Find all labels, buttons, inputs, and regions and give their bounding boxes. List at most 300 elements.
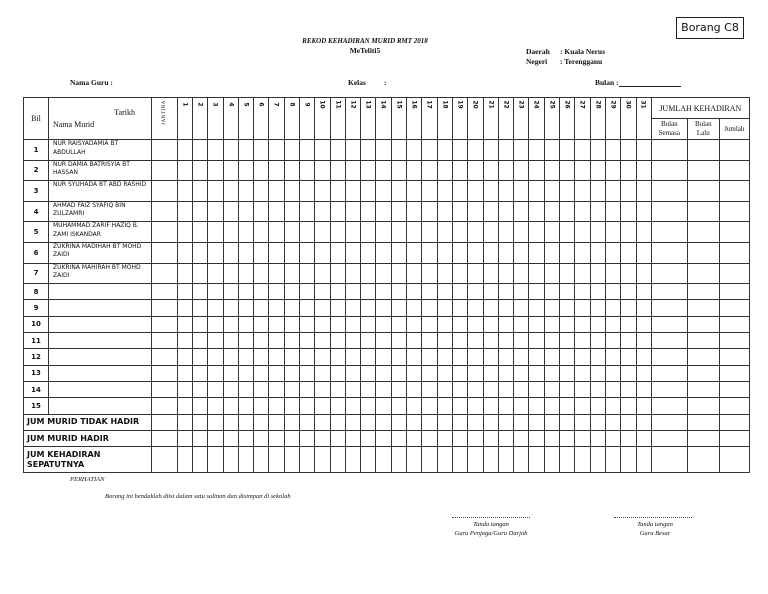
attendance-cell[interactable] [636,349,651,365]
attendance-cell[interactable] [483,222,498,243]
attendance-cell[interactable] [560,222,575,243]
attendance-cell[interactable] [605,349,620,365]
attendance-cell[interactable] [514,222,529,243]
summary-cell[interactable] [345,414,360,430]
attendance-cell[interactable] [636,242,651,263]
attendance-cell[interactable] [376,222,391,243]
summary-cell[interactable] [284,430,299,446]
attendance-cell[interactable] [192,300,207,316]
summary-cell[interactable] [498,447,513,473]
attendance-cell[interactable] [192,284,207,300]
summary-cell[interactable] [468,414,483,430]
attendance-cell[interactable] [330,222,345,243]
jantina-cell[interactable] [152,365,178,381]
attendance-cell[interactable] [514,263,529,284]
summary-cell[interactable] [575,414,590,430]
attendance-cell[interactable] [605,263,620,284]
attendance-cell[interactable] [254,349,269,365]
summary-cell[interactable] [376,430,391,446]
attendance-cell[interactable] [636,300,651,316]
attendance-cell[interactable] [605,222,620,243]
attendance-cell[interactable] [544,333,559,349]
total-cell[interactable] [651,284,687,300]
attendance-cell[interactable] [299,160,314,181]
attendance-cell[interactable] [514,242,529,263]
summary-cell[interactable] [361,414,376,430]
attendance-cell[interactable] [269,284,284,300]
summary-cell[interactable] [605,414,620,430]
attendance-cell[interactable] [238,263,253,284]
attendance-cell[interactable] [330,398,345,414]
total-cell[interactable] [719,181,749,202]
attendance-cell[interactable] [575,284,590,300]
attendance-cell[interactable] [437,160,452,181]
attendance-cell[interactable] [269,316,284,332]
attendance-cell[interactable] [284,284,299,300]
attendance-cell[interactable] [238,140,253,161]
summary-cell[interactable] [299,447,314,473]
total-cell[interactable] [687,181,719,202]
summary-cell[interactable] [483,447,498,473]
attendance-cell[interactable] [299,263,314,284]
jantina-cell[interactable] [152,398,178,414]
attendance-cell[interactable] [345,381,360,397]
attendance-cell[interactable] [514,398,529,414]
summary-cell[interactable] [483,414,498,430]
summary-total-cell[interactable] [651,414,687,430]
attendance-cell[interactable] [345,160,360,181]
attendance-cell[interactable] [621,398,636,414]
attendance-cell[interactable] [391,160,406,181]
attendance-cell[interactable] [407,398,422,414]
attendance-cell[interactable] [407,222,422,243]
attendance-cell[interactable] [361,398,376,414]
summary-cell[interactable] [560,414,575,430]
attendance-cell[interactable] [376,381,391,397]
attendance-cell[interactable] [514,300,529,316]
attendance-cell[interactable] [315,316,330,332]
total-cell[interactable] [719,333,749,349]
summary-cell[interactable] [223,447,238,473]
attendance-cell[interactable] [192,263,207,284]
attendance-cell[interactable] [483,349,498,365]
attendance-cell[interactable] [529,300,544,316]
attendance-cell[interactable] [330,181,345,202]
attendance-cell[interactable] [177,160,192,181]
summary-cell[interactable] [636,430,651,446]
attendance-cell[interactable] [437,263,452,284]
attendance-cell[interactable] [238,242,253,263]
attendance-cell[interactable] [299,284,314,300]
total-cell[interactable] [719,140,749,161]
attendance-cell[interactable] [269,349,284,365]
attendance-cell[interactable] [177,316,192,332]
total-cell[interactable] [719,263,749,284]
attendance-cell[interactable] [529,349,544,365]
total-cell[interactable] [719,381,749,397]
attendance-cell[interactable] [621,140,636,161]
attendance-cell[interactable] [575,242,590,263]
total-cell[interactable] [719,160,749,181]
attendance-cell[interactable] [407,181,422,202]
attendance-cell[interactable] [621,381,636,397]
attendance-cell[interactable] [621,316,636,332]
attendance-cell[interactable] [299,201,314,222]
attendance-cell[interactable] [361,181,376,202]
attendance-cell[interactable] [468,140,483,161]
attendance-cell[interactable] [590,316,605,332]
attendance-cell[interactable] [544,316,559,332]
attendance-cell[interactable] [605,381,620,397]
jantina-cell[interactable] [152,381,178,397]
attendance-cell[interactable] [437,333,452,349]
summary-cell[interactable] [407,414,422,430]
attendance-cell[interactable] [422,181,437,202]
attendance-cell[interactable] [529,381,544,397]
attendance-cell[interactable] [192,181,207,202]
attendance-cell[interactable] [254,201,269,222]
attendance-cell[interactable] [514,201,529,222]
attendance-cell[interactable] [544,398,559,414]
summary-cell[interactable] [152,447,178,473]
attendance-cell[interactable] [345,349,360,365]
attendance-cell[interactable] [468,201,483,222]
attendance-cell[interactable] [284,140,299,161]
attendance-cell[interactable] [575,365,590,381]
attendance-cell[interactable] [315,381,330,397]
attendance-cell[interactable] [422,316,437,332]
attendance-cell[interactable] [422,263,437,284]
attendance-cell[interactable] [330,381,345,397]
attendance-cell[interactable] [452,300,467,316]
summary-cell[interactable] [269,430,284,446]
attendance-cell[interactable] [330,365,345,381]
attendance-cell[interactable] [223,349,238,365]
attendance-cell[interactable] [223,381,238,397]
attendance-cell[interactable] [345,222,360,243]
attendance-cell[interactable] [284,263,299,284]
attendance-cell[interactable] [529,222,544,243]
summary-cell[interactable] [621,414,636,430]
attendance-cell[interactable] [529,242,544,263]
attendance-cell[interactable] [299,300,314,316]
attendance-cell[interactable] [299,381,314,397]
summary-cell[interactable] [361,430,376,446]
attendance-cell[interactable] [544,300,559,316]
attendance-cell[interactable] [514,349,529,365]
attendance-cell[interactable] [269,160,284,181]
attendance-cell[interactable] [468,381,483,397]
total-cell[interactable] [719,316,749,332]
attendance-cell[interactable] [575,333,590,349]
attendance-cell[interactable] [223,284,238,300]
summary-cell[interactable] [544,430,559,446]
summary-cell[interactable] [330,430,345,446]
attendance-cell[interactable] [544,201,559,222]
attendance-cell[interactable] [315,398,330,414]
attendance-cell[interactable] [345,333,360,349]
attendance-cell[interactable] [177,284,192,300]
attendance-cell[interactable] [452,284,467,300]
summary-cell[interactable] [254,414,269,430]
attendance-cell[interactable] [621,263,636,284]
attendance-cell[interactable] [299,349,314,365]
summary-cell[interactable] [452,430,467,446]
summary-cell[interactable] [452,447,467,473]
attendance-cell[interactable] [254,333,269,349]
summary-cell[interactable] [605,430,620,446]
attendance-cell[interactable] [590,284,605,300]
attendance-cell[interactable] [529,140,544,161]
attendance-cell[interactable] [284,349,299,365]
attendance-cell[interactable] [177,381,192,397]
summary-cell[interactable] [407,430,422,446]
total-cell[interactable] [687,398,719,414]
attendance-cell[interactable] [483,140,498,161]
attendance-cell[interactable] [177,242,192,263]
attendance-cell[interactable] [192,201,207,222]
summary-cell[interactable] [254,430,269,446]
total-cell[interactable] [687,349,719,365]
summary-cell[interactable] [376,414,391,430]
attendance-cell[interactable] [468,160,483,181]
attendance-cell[interactable] [498,201,513,222]
attendance-cell[interactable] [238,284,253,300]
attendance-cell[interactable] [208,201,223,222]
attendance-cell[interactable] [208,242,223,263]
attendance-cell[interactable] [177,300,192,316]
attendance-cell[interactable] [223,316,238,332]
attendance-cell[interactable] [452,140,467,161]
attendance-cell[interactable] [498,284,513,300]
attendance-cell[interactable] [590,349,605,365]
total-cell[interactable] [687,160,719,181]
attendance-cell[interactable] [407,201,422,222]
attendance-cell[interactable] [177,333,192,349]
attendance-cell[interactable] [223,300,238,316]
attendance-cell[interactable] [330,140,345,161]
attendance-cell[interactable] [437,300,452,316]
attendance-cell[interactable] [422,140,437,161]
attendance-cell[interactable] [299,365,314,381]
attendance-cell[interactable] [330,333,345,349]
attendance-cell[interactable] [621,160,636,181]
attendance-cell[interactable] [391,284,406,300]
summary-cell[interactable] [192,447,207,473]
attendance-cell[interactable] [514,284,529,300]
attendance-cell[interactable] [498,316,513,332]
attendance-cell[interactable] [452,201,467,222]
summary-cell[interactable] [468,447,483,473]
total-cell[interactable] [719,222,749,243]
summary-cell[interactable] [269,414,284,430]
attendance-cell[interactable] [407,333,422,349]
jantina-cell[interactable] [152,201,178,222]
attendance-cell[interactable] [422,300,437,316]
attendance-cell[interactable] [529,365,544,381]
jantina-cell[interactable] [152,263,178,284]
jantina-cell[interactable] [152,140,178,161]
jantina-cell[interactable] [152,160,178,181]
attendance-cell[interactable] [575,349,590,365]
attendance-cell[interactable] [315,242,330,263]
total-cell[interactable] [651,300,687,316]
total-cell[interactable] [719,242,749,263]
attendance-cell[interactable] [269,381,284,397]
attendance-cell[interactable] [422,381,437,397]
attendance-cell[interactable] [590,263,605,284]
summary-cell[interactable] [422,447,437,473]
summary-total-cell[interactable] [719,430,749,446]
attendance-cell[interactable] [407,365,422,381]
total-cell[interactable] [687,140,719,161]
summary-cell[interactable] [315,414,330,430]
attendance-cell[interactable] [391,300,406,316]
summary-cell[interactable] [422,414,437,430]
attendance-cell[interactable] [575,316,590,332]
summary-cell[interactable] [391,414,406,430]
attendance-cell[interactable] [284,181,299,202]
total-cell[interactable] [651,365,687,381]
attendance-cell[interactable] [590,242,605,263]
attendance-cell[interactable] [498,300,513,316]
attendance-cell[interactable] [208,300,223,316]
attendance-cell[interactable] [560,381,575,397]
attendance-cell[interactable] [529,201,544,222]
attendance-cell[interactable] [238,333,253,349]
attendance-cell[interactable] [192,365,207,381]
attendance-cell[interactable] [498,222,513,243]
attendance-cell[interactable] [498,365,513,381]
attendance-cell[interactable] [361,242,376,263]
attendance-cell[interactable] [468,242,483,263]
attendance-cell[interactable] [345,181,360,202]
attendance-cell[interactable] [284,222,299,243]
attendance-cell[interactable] [284,201,299,222]
attendance-cell[interactable] [238,365,253,381]
attendance-cell[interactable] [269,181,284,202]
attendance-cell[interactable] [345,300,360,316]
attendance-cell[interactable] [208,140,223,161]
attendance-cell[interactable] [422,333,437,349]
summary-cell[interactable] [468,430,483,446]
attendance-cell[interactable] [345,201,360,222]
attendance-cell[interactable] [376,181,391,202]
attendance-cell[interactable] [192,222,207,243]
attendance-cell[interactable] [345,242,360,263]
total-cell[interactable] [651,181,687,202]
attendance-cell[interactable] [315,140,330,161]
attendance-cell[interactable] [452,333,467,349]
attendance-cell[interactable] [575,263,590,284]
attendance-cell[interactable] [192,333,207,349]
attendance-cell[interactable] [208,333,223,349]
attendance-cell[interactable] [605,300,620,316]
attendance-cell[interactable] [177,365,192,381]
attendance-cell[interactable] [223,140,238,161]
attendance-cell[interactable] [223,181,238,202]
summary-cell[interactable] [177,447,192,473]
attendance-cell[interactable] [452,263,467,284]
attendance-cell[interactable] [498,181,513,202]
attendance-cell[interactable] [407,160,422,181]
attendance-cell[interactable] [468,333,483,349]
attendance-cell[interactable] [636,381,651,397]
attendance-cell[interactable] [223,263,238,284]
attendance-cell[interactable] [621,333,636,349]
attendance-cell[interactable] [269,333,284,349]
attendance-cell[interactable] [483,160,498,181]
total-cell[interactable] [687,333,719,349]
attendance-cell[interactable] [391,181,406,202]
attendance-cell[interactable] [407,242,422,263]
attendance-cell[interactable] [437,398,452,414]
summary-cell[interactable] [560,430,575,446]
attendance-cell[interactable] [223,160,238,181]
attendance-cell[interactable] [391,316,406,332]
summary-cell[interactable] [621,430,636,446]
summary-cell[interactable] [636,447,651,473]
jantina-cell[interactable] [152,333,178,349]
attendance-cell[interactable] [544,349,559,365]
attendance-cell[interactable] [468,316,483,332]
attendance-cell[interactable] [437,181,452,202]
attendance-cell[interactable] [514,316,529,332]
attendance-cell[interactable] [483,300,498,316]
attendance-cell[interactable] [376,140,391,161]
attendance-cell[interactable] [605,365,620,381]
attendance-cell[interactable] [208,349,223,365]
total-cell[interactable] [719,365,749,381]
summary-cell[interactable] [590,430,605,446]
attendance-cell[interactable] [330,242,345,263]
attendance-cell[interactable] [376,300,391,316]
attendance-cell[interactable] [590,222,605,243]
attendance-cell[interactable] [330,300,345,316]
attendance-cell[interactable] [254,300,269,316]
jantina-cell[interactable] [152,316,178,332]
attendance-cell[interactable] [315,333,330,349]
total-cell[interactable] [651,201,687,222]
attendance-cell[interactable] [376,398,391,414]
attendance-cell[interactable] [468,263,483,284]
attendance-cell[interactable] [590,181,605,202]
summary-cell[interactable] [152,414,178,430]
sign1-line[interactable] [452,517,530,518]
attendance-cell[interactable] [330,284,345,300]
bulan-blank[interactable] [619,79,681,87]
attendance-cell[interactable] [468,284,483,300]
total-cell[interactable] [719,398,749,414]
summary-total-cell[interactable] [719,414,749,430]
attendance-cell[interactable] [284,300,299,316]
attendance-cell[interactable] [636,263,651,284]
attendance-cell[interactable] [437,201,452,222]
attendance-cell[interactable] [284,160,299,181]
attendance-cell[interactable] [254,263,269,284]
attendance-cell[interactable] [361,300,376,316]
attendance-cell[interactable] [437,222,452,243]
summary-cell[interactable] [636,414,651,430]
attendance-cell[interactable] [437,365,452,381]
summary-cell[interactable] [345,430,360,446]
attendance-cell[interactable] [544,160,559,181]
attendance-cell[interactable] [560,349,575,365]
attendance-cell[interactable] [437,316,452,332]
attendance-cell[interactable] [544,222,559,243]
attendance-cell[interactable] [223,365,238,381]
attendance-cell[interactable] [590,381,605,397]
